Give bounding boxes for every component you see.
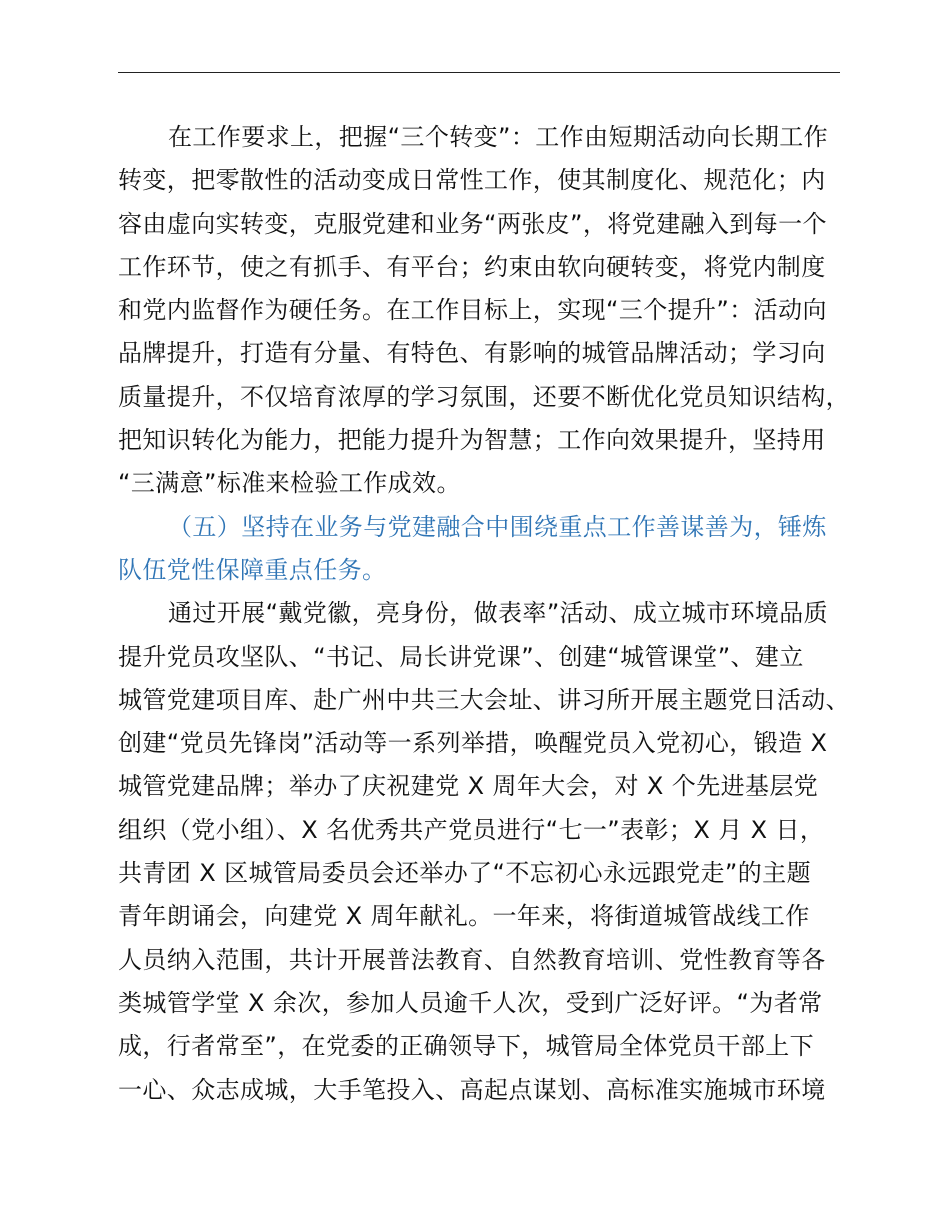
section-heading-five: （五）坚持在业务与党建融合中围绕重点工作善谋善为，锤炼 队伍党性保障重点任务。 [118,512,827,584]
document-body [118,116,863,1112]
header-rule [118,72,840,73]
paragraph-work-requirements: 在工作要求上，把握“三个转变”：工作由短期活动向长期工作 转变，把零散性的活动变成日常性工作，使其制度化、规范化；内 容由虚向实转变，克服党建和业务“两张皮”，将党建融入到每一个 工作环节，使之有抓手、有平台；约束由软向硬转变，将党内制度 和党内监督作为硬任务。在工作目标上，实现“三个提升”：活动向 品牌提升，打造有分量、有特色、有影响的城管品牌活动；学习向 质量提升，不仅培育浓厚的学习氛围，还要不断优化党员知识结构， 把知识转化为能力，把能力提升为智慧；工作向效果提升，坚持用 “三满意”标准来检验工作成效。 [118,123,850,498]
paragraph-activities: 通过开展“戴党徽，亮身份，做表率”活动、成立城市环境品质 提升党员攻坚队、“书记、局长讲党课”、创建“城管课堂”、建立 城管党建项目库、赴广州中共三大会址、讲习所开展主题党日活动、 创建“党员先锋岗”活动等一系列举措，唤醒党员入党初心，锻造 X 城管党建品牌；举办了庆祝建党 X 周年大会，对 X 个先进基层党 组织（党小组）、X 名优秀共产党员进行“七一”表彰；X 月 X 日， 共青团 X 区城管局委员会还举办了“不忘初心永远跟党走”的主题 青年朗诵会，向建党 X 周年献礼。一年来，将街道城管战线工作 人员纳入范围，共计开展普法教育、自然教育培训、党性教育等各 类城管学堂 X 余次，参加人员逾千人次，受到广泛好评。“为者常 成，行者常至”，在党委的正确领导下，城管局全体党员干部上下 一心、众志成城，大手笔投入、高起点谋划、高标准实施城市环境 [118,599,850,1104]
